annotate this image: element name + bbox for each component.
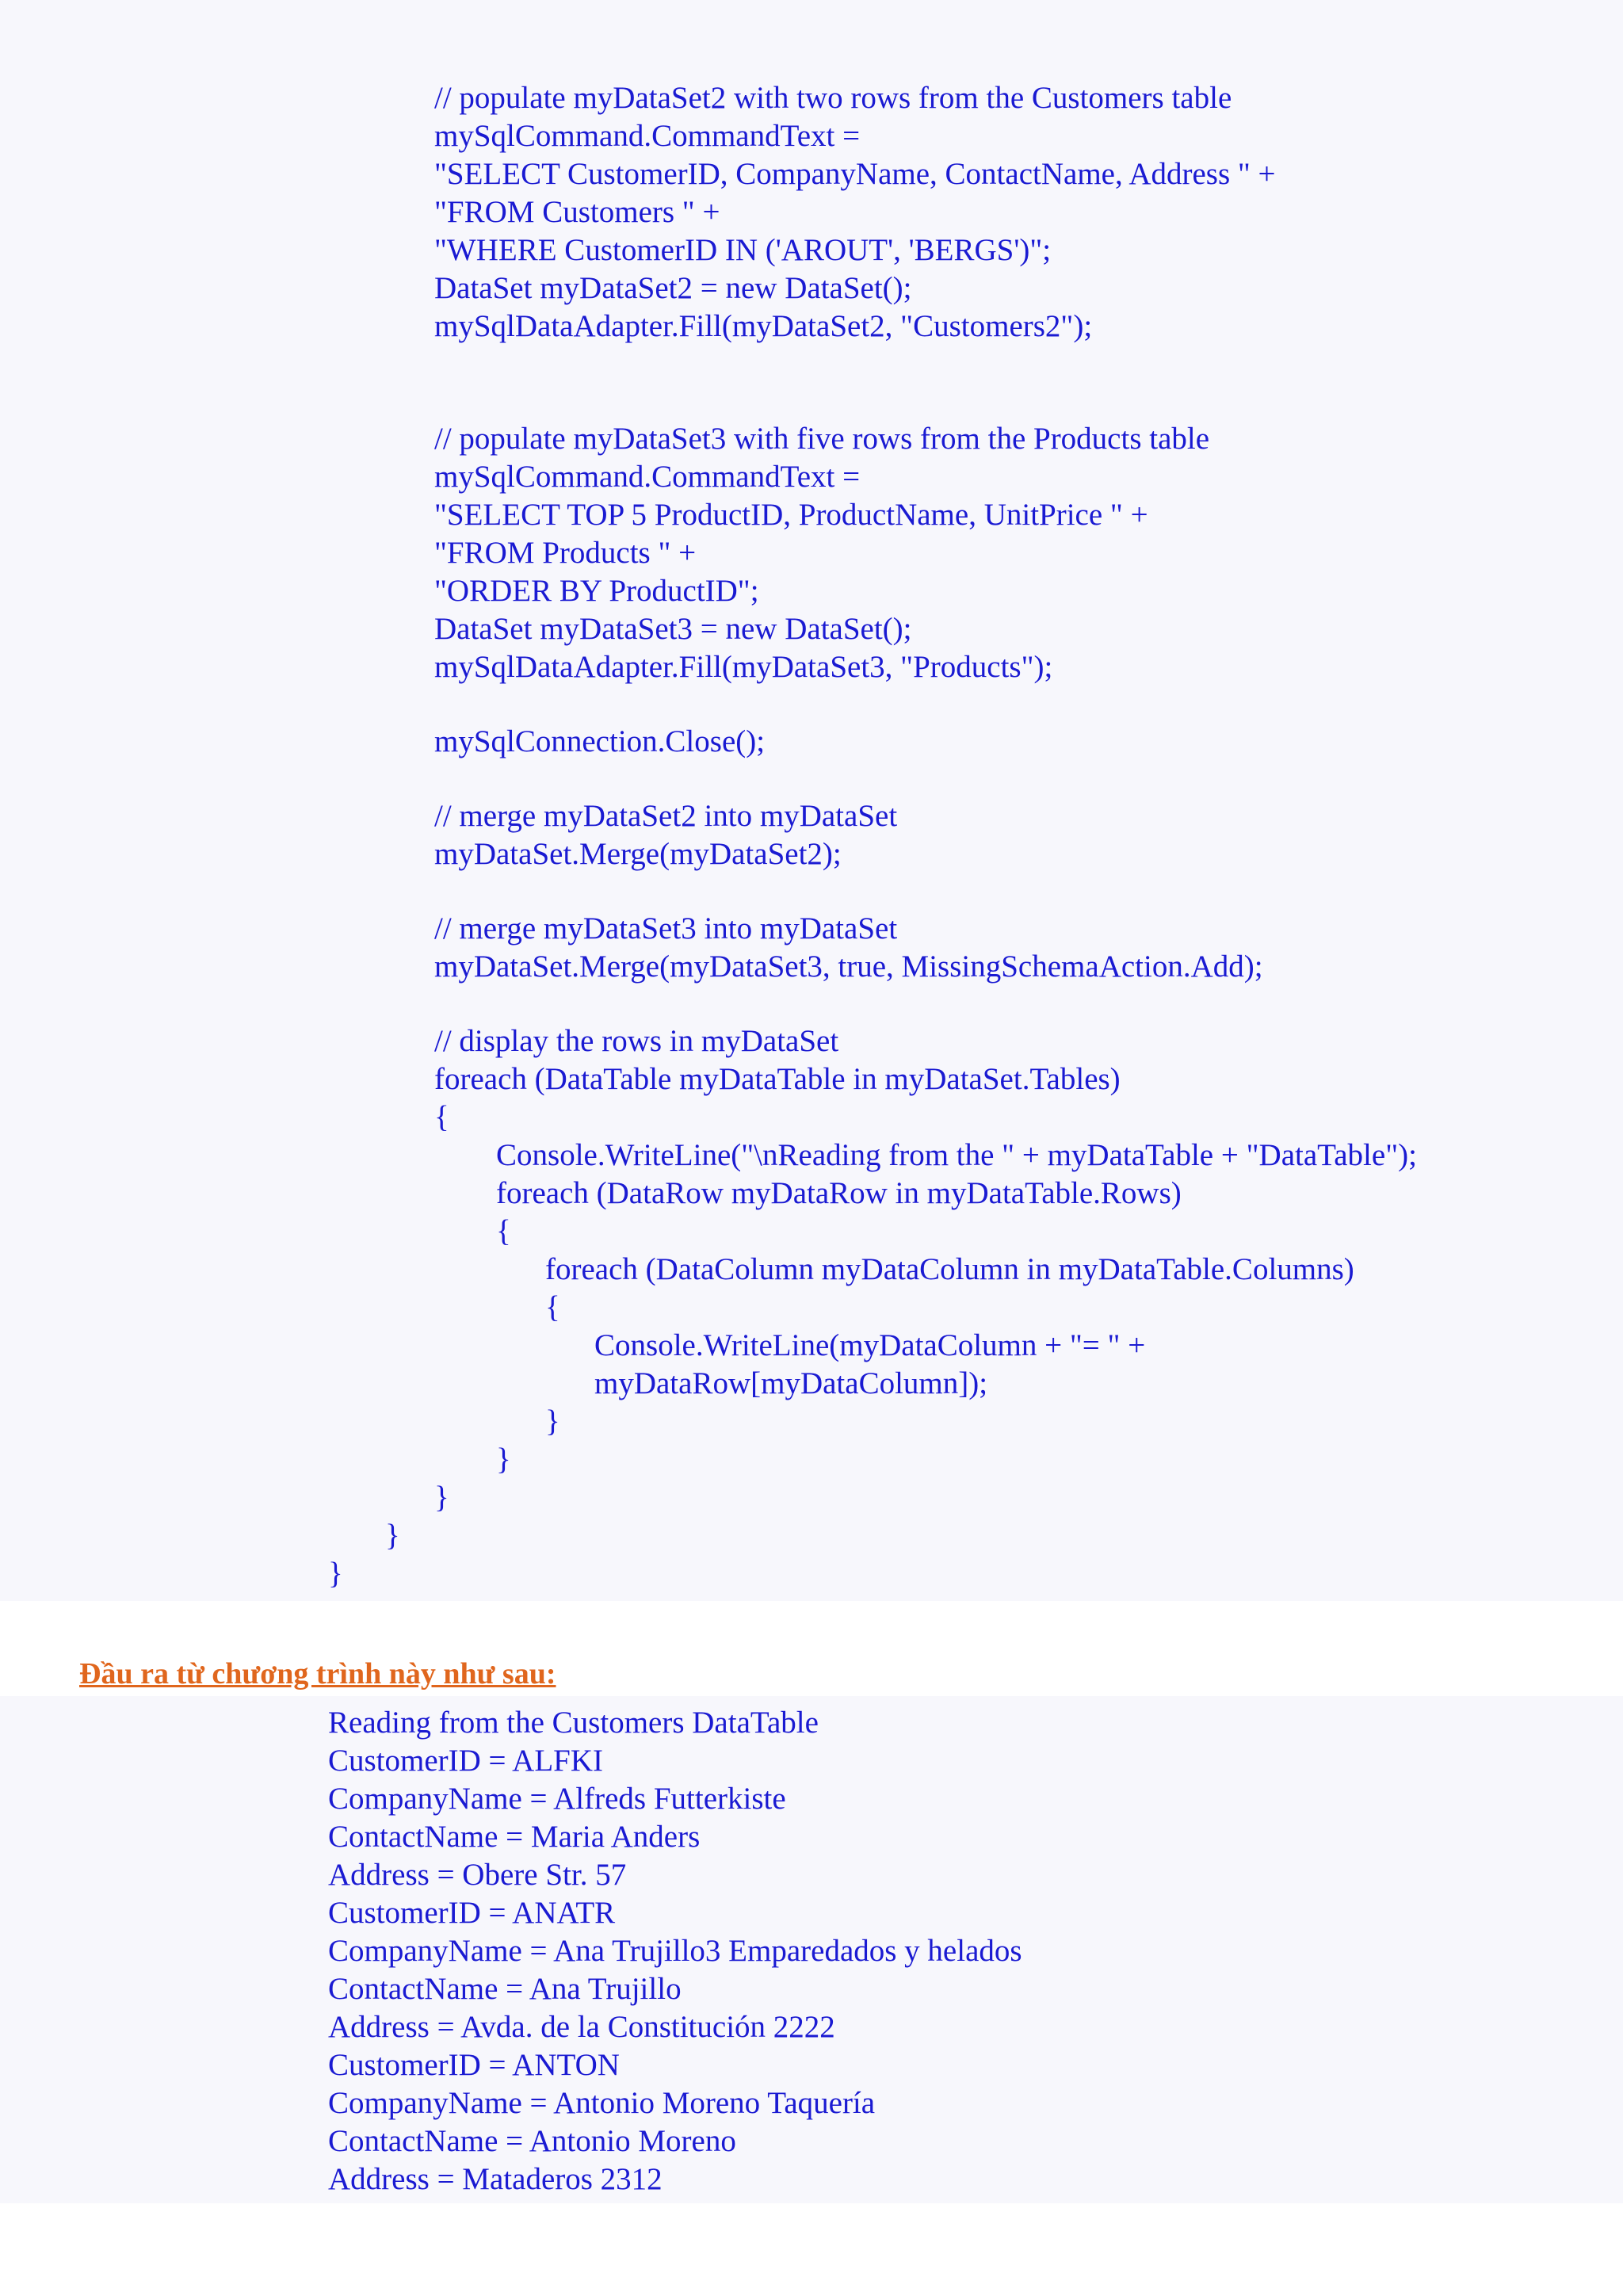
code-line: "SELECT TOP 5 ProductID, ProductName, UnitPrice " + (434, 498, 1148, 532)
code-line: Console.WriteLine("\nReading from the " + myDataTable + "DataTable"); (496, 1138, 1417, 1172)
output-line: CompanyName = Alfreds Futterkiste (328, 1782, 786, 1816)
code-brace: { (434, 1100, 449, 1134)
code-line: "FROM Customers " + (434, 195, 720, 229)
code-line: foreach (DataTable myDataTable in myDataSet.Tables) (434, 1062, 1121, 1096)
code-line: "FROM Products " + (434, 536, 697, 570)
code-line: myDataRow[myDataColumn]); (594, 1366, 988, 1400)
code-brace: } (385, 1519, 400, 1553)
output-line: Address = Avda. de la Constitución 2222 (328, 2010, 835, 2044)
output-line: CustomerID = ANTON (328, 2048, 620, 2082)
output-line: Address = Mataderos 2312 (328, 2162, 663, 2196)
code-line: "ORDER BY ProductID"; (434, 574, 759, 608)
code-brace: } (545, 1404, 560, 1438)
code-line: mySqlCommand.CommandText = (434, 460, 861, 494)
code-line: "WHERE CustomerID IN ('AROUT', 'BERGS')"; (434, 233, 1052, 267)
output-line: ContactName = Maria Anders (328, 1820, 701, 1854)
output-line: CustomerID = ALFKI (328, 1744, 603, 1778)
code-line: myDataSet.Merge(myDataSet3, true, MissingSchemaAction.Add); (434, 949, 1263, 984)
code-line: mySqlConnection.Close(); (434, 724, 766, 758)
code-comment: // populate myDataSet3 with five rows from the Products table (434, 422, 1210, 456)
output-line: Address = Obere Str. 57 (328, 1858, 627, 1892)
output-line: CompanyName = Antonio Moreno Taquería (328, 2086, 876, 2120)
code-comment: // merge myDataSet2 into myDataSet (434, 799, 898, 833)
code-comment: // display the rows in myDataSet (434, 1024, 839, 1058)
output-line: CompanyName = Ana Trujillo3 Emparedados y helados (328, 1934, 1022, 1968)
output-heading: Đầu ra từ chương trình này như sau: (79, 1657, 556, 1690)
code-line: DataSet myDataSet2 = new DataSet(); (434, 271, 912, 305)
code-line: mySqlDataAdapter.Fill(myDataSet2, "Customers2"); (434, 309, 1093, 343)
code-brace: { (545, 1290, 560, 1324)
code-brace: { (496, 1214, 511, 1248)
program-output (0, 1696, 1623, 2203)
output-line: Reading from the Customers DataTable (328, 1706, 819, 1740)
code-comment: // populate myDataSet2 with two rows from the Customers table (434, 81, 1232, 115)
code-brace: } (496, 1442, 511, 1477)
code-line: Console.WriteLine(myDataColumn + "= " + (594, 1328, 1146, 1362)
output-line: ContactName = Antonio Moreno (328, 2124, 736, 2158)
code-line: foreach (DataRow myDataRow in myDataTable.Rows) (496, 1176, 1182, 1210)
code-line: mySqlCommand.CommandText = (434, 119, 861, 153)
code-brace: } (434, 1480, 449, 1515)
code-line: DataSet myDataSet3 = new DataSet(); (434, 612, 912, 646)
code-brace: } (328, 1557, 343, 1591)
code-comment: // merge myDataSet3 into myDataSet (434, 911, 898, 946)
code-line: mySqlDataAdapter.Fill(myDataSet3, "Products"); (434, 650, 1053, 684)
code-line: foreach (DataColumn myDataColumn in myDataTable.Columns) (545, 1252, 1354, 1286)
output-line: CustomerID = ANATR (328, 1896, 616, 1930)
code-line: "SELECT CustomerID, CompanyName, ContactName, Address " + (434, 157, 1276, 191)
output-line: ContactName = Ana Trujillo (328, 1972, 682, 2006)
code-line: myDataSet.Merge(myDataSet2); (434, 837, 842, 871)
